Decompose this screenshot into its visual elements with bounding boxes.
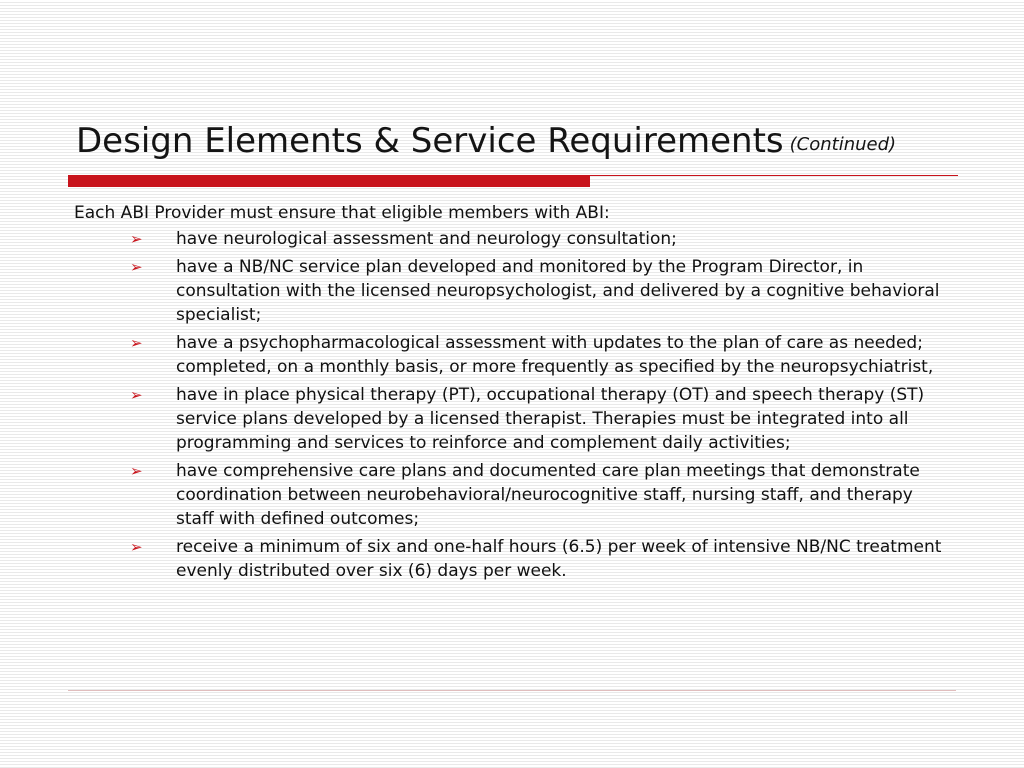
slide-body [74,200,954,587]
list-item-text: have neurological assessment and neurology consultation; [176,229,677,249]
arrow-bullet-icon: ➢ [130,538,143,556]
footer-divider [68,690,956,691]
list-item [74,227,954,251]
list-item [74,383,954,455]
arrow-bullet-icon: ➢ [130,386,143,404]
list-item-text: have a psychopharmacological assessment with updates to the plan of care as needed; completed, on a monthly basis, or more frequently as specified by the neuropsychiatrist, [176,333,934,377]
slide-title [76,118,896,168]
arrow-bullet-icon: ➢ [130,258,143,276]
list-item-text: have a NB/NC service plan developed and monitored by the Program Director, in consultation with the licensed neuropsychologist, and delivered by a cognitive behavioral specialist; [176,257,940,325]
list-item [74,255,954,327]
arrow-bullet-icon: ➢ [130,230,143,248]
list-item [74,331,954,379]
arrow-bullet-icon: ➢ [130,334,143,352]
list-item [74,459,954,531]
list-item-text: receive a minimum of six and one-half hours (6.5) per week of intensive NB/NC treatment evenly distributed over six (6) days per week. [176,537,942,581]
slide-title-suffix: (Continued) [789,134,897,155]
list-item [74,535,954,583]
requirements-list [74,227,954,583]
title-underline-bar [68,175,590,187]
list-item-text: have comprehensive care plans and documented care plan meetings that demonstrate coordination between neurobehavioral/neurocognitive staff, nursing staff, and therapy staff with defined outcomes; [176,461,920,529]
list-item-text: have in place physical therapy (PT), occupational therapy (OT) and speech therapy (ST) service plans developed by a licensed therapist. Therapies must be integrated into all programming and services to reinforce and complement daily activities; [176,385,925,453]
slide-title-text: Design Elements & Service Requirements [76,121,784,161]
intro-text: Each ABI Provider must ensure that eligible members with ABI: [74,203,610,223]
arrow-bullet-icon: ➢ [130,462,143,480]
